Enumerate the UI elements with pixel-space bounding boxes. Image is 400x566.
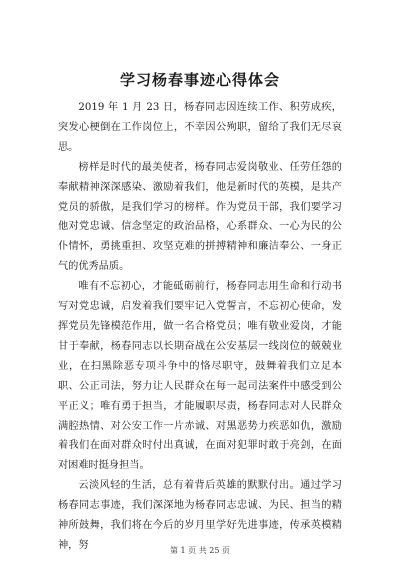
document-title: 学习杨春事迹心得体会 bbox=[119, 71, 280, 89]
paragraph-1: 2019 年 1 月 23 日，杨春同志因连续工作、积劳成疾，突发心梗倒在工作岗位上，不幸因公殉职，留给了我们无尽哀思。 bbox=[58, 102, 342, 153]
paragraph-3: 唯有不忘初心，才能砥砺前行，杨春同志用生命和行动书写对党忠诚，启发着我们要牢记入党誓言，不忘初心使命，发挥党员先锋模范作用，做一名合格党员；唯有敬业爱岗，才能甘于奉献，杨春同志以长期奋战在公安基层一线岗位的兢兢业业，在扫黑除恶专项斗争中的恪尽职守，鼓舞着我们立足本职、公正司法，努力让人民群众在每一起司法案件中感受到公平正义；唯有勇于担当，才能履职尽责，杨春同志对人民群众满腔热情、对公安工作一片赤诚、对黑恶势力疾恶如仇，激励着我们在面对群众时付出真诚，在面对犯罪时敢于亮剑，在面对困难时挺身担当。 bbox=[58, 281, 342, 472]
paragraph-2: 榜样是时代的最美使者，杨春同志爱岗敬业、任劳任怨的奉献精神深深感染、激励着我们，他是新时代的英模，是共产党员的骄傲，是我们学习的榜样。作为党员干部，我们要学习他对党忠诚、信念坚定的政治品格，心系群众、一心为民的公仆情怀，勇挑重担、攻坚克难的拼搏精神和廉洁奉公、一身正气的优秀品质。 bbox=[58, 161, 342, 273]
page-footer: 第 1 页 共 25 页 bbox=[170, 546, 230, 555]
paragraph-4: 云淡风轻的生活，总有着背后英雄的默默付出。通过学习杨春同志事迹，我们深深地为杨春同志忠诚、为民、担当的精神所鼓舞，我们将在今后的岁月里学好先进事迹，传承英模精神，努 bbox=[58, 480, 342, 551]
